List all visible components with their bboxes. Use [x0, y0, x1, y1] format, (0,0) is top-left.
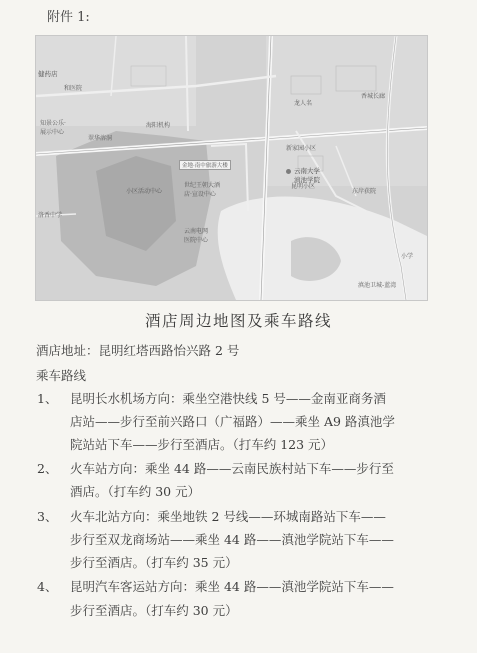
route-line: 酒店。（打车约 30 元） [70, 484, 201, 499]
map-graphic [36, 36, 427, 300]
route-line: 步行至酒店。（打车约 35 元） [70, 555, 238, 570]
area-map [35, 35, 428, 301]
attachment-label: 附件 1: [47, 10, 90, 25]
map-label-hotel-center: 世纪王朝大酒店·宣设中心 [184, 182, 221, 198]
route-line: 步行至酒店。（打车约 30 元） [70, 603, 238, 618]
map-label-activity-center: 小区活动中心 [126, 188, 163, 195]
route-line: 院站站下车——步行至酒店。（打车约 123 元） [70, 437, 334, 452]
map-label-pharmacy: 健药店 [38, 70, 58, 78]
map-label-right-top2: 龙人名 [294, 100, 313, 107]
route-number: 2、 [37, 461, 58, 476]
route-line: 火车站方向：乘坐 44 路——云南民族村站下车——步行至 [70, 461, 394, 476]
route-line: 昆明汽车客运站方向：乘坐 44 路——滇池学院站下车—— [70, 579, 394, 594]
map-label-donghe: 东岸获院 [352, 188, 377, 195]
map-label-hospital: 和医院 [64, 85, 83, 92]
hotel-address: 酒店地址：昆明红塔西路怡兴路 2 号 [36, 343, 240, 358]
document-title: 酒店周边地图及乘车路线 [144, 312, 332, 330]
route-line: 店站——步行至前兴路口（广福路）——乘坐 A9 路滇池学 [70, 414, 395, 429]
route-number: 3、 [37, 509, 58, 524]
map-label-yunnan-university: 云南大学 滇池学院 [294, 167, 320, 184]
route-line: 昆明长水机场方向：乘坐空港快线 5 号——金南亚商务酒 [70, 391, 386, 406]
route-line: 步行至双龙商场站——乘坐 44 路——滇池学院站下车—— [70, 532, 394, 547]
route-line: 火车北站方向：乘坐地铁 2 号线——环城南路站下车—— [70, 509, 386, 524]
map-label-mid-right: 昆明小区 [291, 183, 316, 190]
map-label-cave: 翠华溶洞 [88, 135, 113, 142]
map-label-yunnan-hospital: 云南电网 医院中心 [184, 228, 209, 244]
route-number: 4、 [37, 579, 58, 594]
map-label-school: 洛香中学 [38, 212, 63, 219]
route-heading: 乘车路线 [36, 368, 87, 383]
map-label-school2: 小学 [401, 253, 414, 260]
route-number: 1、 [37, 391, 58, 406]
map-label-right-top1: 香城长廊 [361, 93, 386, 100]
map-label-resort: 知景公乐· 展示中心 [40, 120, 66, 136]
map-label-xinjia: 新家园小区 [286, 145, 317, 152]
map-label-bottom-right: 滇池卫城-蓝湾 [358, 282, 397, 289]
map-label-haidian: 海阳机构 [146, 122, 171, 129]
map-pin-icon [286, 169, 291, 174]
map-hotel-marker: 金地·南中旅游大楼 [179, 160, 231, 170]
